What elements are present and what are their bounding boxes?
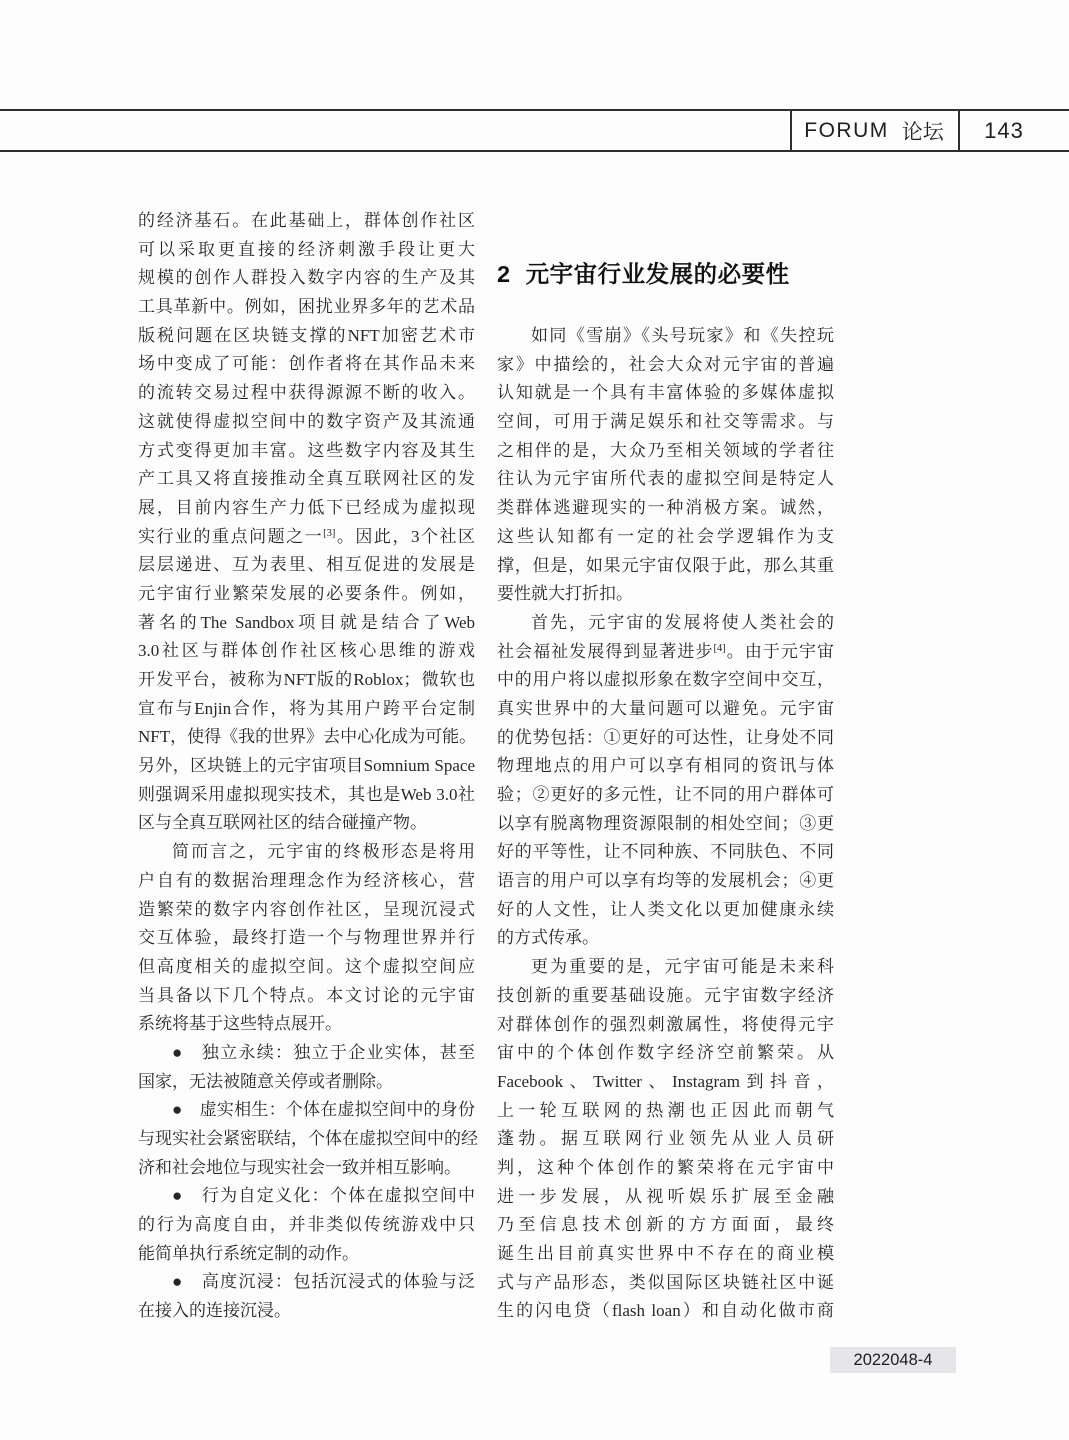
text-line: 场中变成了可能：创作者将在其作品未来: [138, 354, 475, 374]
page-number: 143: [984, 117, 1024, 143]
text-line: 这就使得虚拟空间中的数字资产及其流通: [138, 411, 475, 431]
text-line: 的方式传承。: [497, 928, 599, 948]
header-forum-cell: [792, 111, 956, 150]
text-line: 蓬勃。据互联网行业领先从业人员研: [497, 1129, 834, 1149]
text-line: 当具备以下几个特点。本文讨论的元宇宙: [138, 985, 475, 1005]
text-line: 区与全真互联网社区的结合碰撞产物。: [138, 813, 427, 833]
text-line: 3.0社区与群体创作社区核心思维的游戏: [138, 641, 475, 661]
text-line: 简而言之，元宇宙的终极形态是将用: [172, 842, 475, 862]
text-line: 如同《雪崩》《头号玩家》和《失控玩: [531, 326, 834, 345]
text-line: 的流转交易过程中获得源源不断的收入。: [138, 383, 475, 403]
text-line: Facebook、Twitter、Instagram到抖音，: [497, 1071, 834, 1091]
text-line: 版税问题在区块链支撑的NFT加密艺术市: [138, 325, 475, 345]
section-number: 2: [497, 261, 511, 287]
text-line: 著名的The Sandbox项目就是结合了Web: [138, 612, 475, 632]
text-line: 社会福祉发展得到显著进步[4]。由于元宇宙: [497, 641, 834, 661]
text-line: 式与产品形态，类似国际区块链社区中诞: [497, 1272, 834, 1292]
text-line: 宙中的个体创作数字经济空前繁荣。从: [497, 1043, 834, 1063]
text-line: 进一步发展，从视听娱乐扩展至金融: [497, 1186, 834, 1206]
text-line: 在接入的连接沉浸。: [138, 1301, 291, 1321]
text-line: 产工具又将直接推动全真互联网社区的发: [138, 469, 475, 489]
section-title: 元宇宙行业发展的必要性: [525, 261, 790, 287]
text-line: 中的用户将以虚拟形象在数字空间中交互，: [497, 670, 834, 690]
text-line: 要性就大打折扣。: [497, 584, 633, 604]
text-line: 真实世界中的大量问题可以避免。元宇宙: [497, 698, 834, 718]
text-line: 验；②更好的多元性，让不同的用户群体可: [497, 785, 834, 804]
text-line: 更为重要的是，元宇宙可能是未来科: [531, 957, 834, 977]
text-line: 系统将基于这些特点展开。: [138, 1014, 342, 1034]
text-line: 造繁荣的数字内容创作社区，呈现沉浸式: [138, 899, 475, 919]
text-line: 认知就是一个具有丰富体验的多媒体虚拟: [497, 383, 834, 403]
text-line: 户自有的数据治理理念作为经济核心，营: [138, 870, 475, 890]
text-line: ● 虚实相生：个体在虚拟空间中的身份: [172, 1100, 475, 1120]
text-line: 济和社会地位与现实社会一致并相互影响。: [138, 1157, 461, 1177]
text-line: 空间，可用于满足娱乐和社交等需求。与: [497, 412, 834, 432]
text-line: 家》中描绘的，社会大众对元宇宙的普遍: [497, 354, 834, 374]
left-column: [138, 207, 478, 1326]
forum-label-en: FORUM: [804, 118, 889, 142]
text-line: 生的闪电贷（flash loan）和自动化做市商: [497, 1301, 834, 1321]
text-line: 好的人文性，让人类文化以更加健康永续: [497, 899, 834, 919]
text-line: 展，目前内容生产力低下已经成为虚拟现: [138, 497, 475, 517]
text-line: 可以采取更直接的经济刺激手段让更大: [138, 239, 475, 259]
header-bottom-rule: [0, 150, 1069, 152]
text-line: 类群体逃避现实的一种消极方案。诚然，: [497, 498, 834, 518]
text-line: 与现实社会紧密联结，个体在虚拟空间中的经: [138, 1129, 478, 1148]
text-line: 国家，无法被随意关停或者删除。: [138, 1071, 393, 1091]
text-line: 的优势包括：①更好的可达性，让身处不同: [497, 727, 834, 747]
text-line: 语言的用户可以享有均等的发展机会；④更: [497, 871, 834, 891]
right-column: [497, 207, 834, 1326]
text-line: 元宇宙行业繁荣发展的必要条件。例如，: [138, 583, 475, 603]
text-line: 但高度相关的虚拟空间。这个虚拟空间应: [138, 956, 475, 976]
text-line: 工具革新中。例如，困扰业界多年的艺术品: [138, 297, 475, 317]
section-heading: [497, 259, 834, 289]
text-line: 往认为元宇宙所代表的虚拟空间是特定人: [497, 469, 834, 489]
text-line: 对群体创作的强烈刺激属性，将使得元宇: [497, 1014, 834, 1034]
text-line: ● 行为自定义化：个体在虚拟空间中: [172, 1186, 475, 1206]
text-line: 技创新的重要基础设施。元宇宙数字经济: [497, 985, 834, 1005]
article-id-badge: 2022048-4: [830, 1347, 956, 1373]
text-line: 以享有脱离物理资源限制的相处空间；③更: [497, 813, 834, 833]
text-line: ● 高度沉浸：包括沉浸式的体验与泛: [172, 1272, 475, 1292]
text-line: 则强调采用虚拟现实技术，其也是Web 3.0社: [138, 784, 475, 804]
text-line: 能简单执行系统定制的动作。: [138, 1243, 359, 1263]
text-line: 这些认知都有一定的社会学逻辑作为支: [497, 526, 834, 546]
text-line: 的行为高度自由，并非类似传统游戏中只: [138, 1215, 475, 1235]
text-line: 乃至信息技术创新的方方面面，最终: [497, 1215, 834, 1235]
text-line: 开发平台，被称为NFT版的Roblox；微软也: [138, 670, 475, 689]
text-line: 交互体验，最终打造一个与物理世界并行: [138, 928, 475, 948]
text-line: 物理地点的用户可以享有相同的资讯与体: [497, 756, 834, 776]
text-line: 撑，但是，如果元宇宙仅限于此，那么其重: [497, 555, 834, 575]
text-line: 诞生出目前真实世界中不存在的商业模: [497, 1244, 834, 1263]
forum-label-cn: 论坛: [901, 120, 944, 144]
text-line: 实行业的重点问题之一[3]。因此，3个社区: [138, 526, 476, 546]
text-line: ● 独立永续：独立于企业实体，甚至: [172, 1042, 475, 1062]
text-line: 首先，元宇宙的发展将使人类社会的: [531, 612, 834, 632]
text-line: 上一轮互联网的热潮也正因此而朝气: [497, 1100, 834, 1120]
text-line: 好的平等性，让不同种族、不同肤色、不同: [497, 842, 834, 862]
text-line: 的经济基石。在此基础上，群体创作社区: [138, 211, 475, 230]
right-column-text: [497, 322, 834, 1326]
text-line: 之相伴的是，大众乃至相关领域的学者往: [497, 440, 834, 460]
text-line: 方式变得更加丰富。这些数字内容及其生: [138, 440, 475, 460]
text-line: 规模的创作人群投入数字内容的生产及其: [138, 268, 475, 288]
text-line: 宣布与Enjin合作，将为其用户跨平台定制: [138, 698, 475, 718]
text-line: 层层递进、互为表里、相互促进的发展是: [138, 555, 475, 575]
text-line: 判，这种个体创作的繁荣将在元宇宙中: [497, 1157, 834, 1177]
text-line: NFT，使得《我的世界》去中心化成为可能。: [138, 727, 477, 747]
text-line: 另外，区块链上的元宇宙项目Somnium Space: [138, 756, 475, 776]
